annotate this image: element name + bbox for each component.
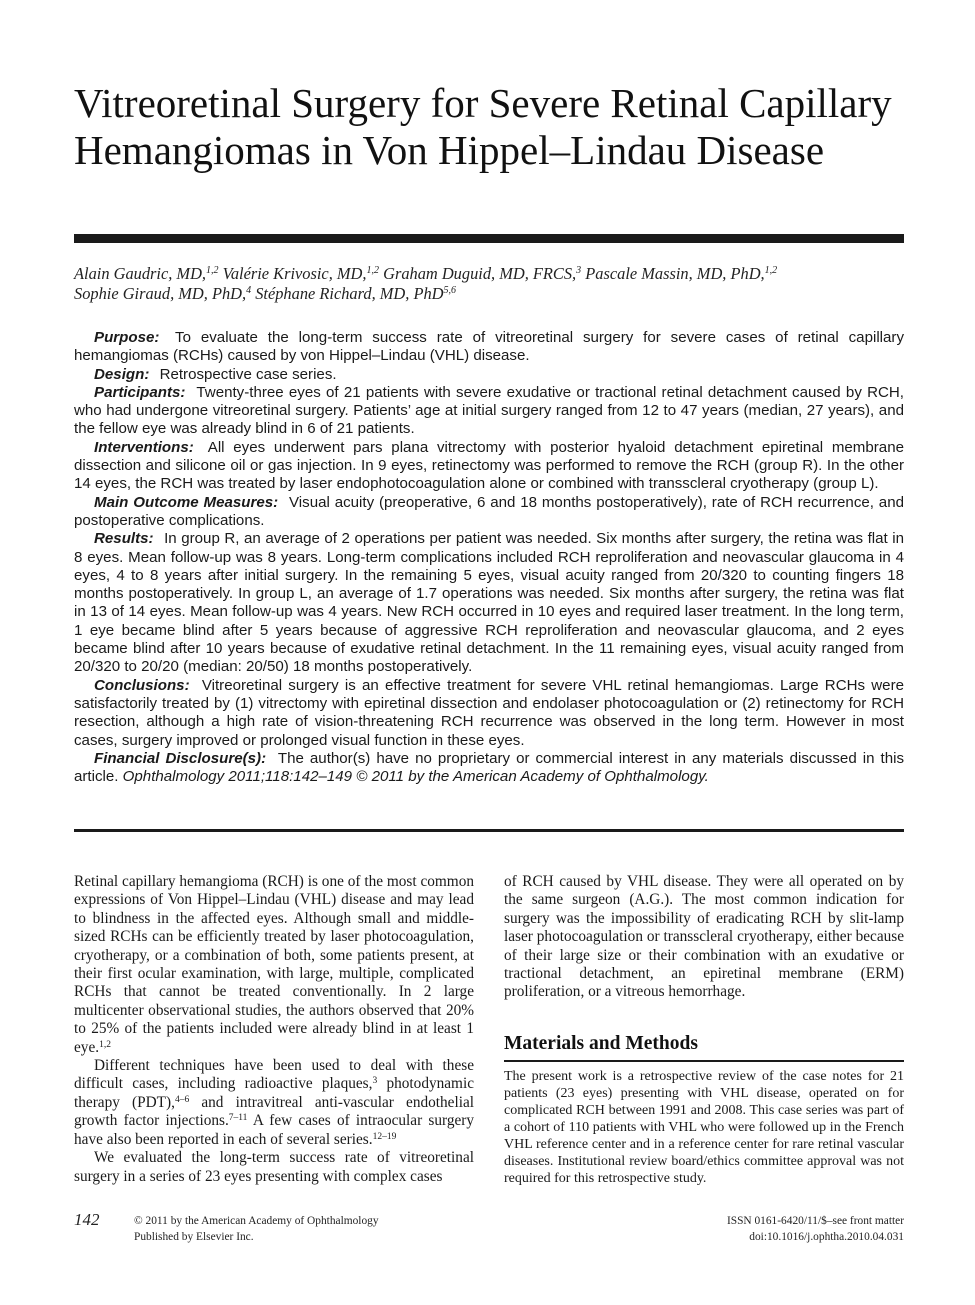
body-text: Retinal capillary hemangioma (RCH) is one of the most common expressions of Von Hippel–Lindau (VHL) disease and may lead to blindness in the affected eyes. Although small and middle-sized RCHs can be efficiently treated by laser photocoagulation, cryotherapy, or a combination of both, some patients present, at their first ocular examination, with large, multiple, complicated RCHs that cannot be treated conventionally. In 2 large multicenter observational studies, the authors observed that 20% to 25% of the patients included were already blind in at least 1 eye. <box>74 873 474 1056</box>
abstract-text: Twenty-three eyes of 21 patients with severe exudative or tractional retinal detachment caused by RCH, who had undergone vitreoretinal surgery. Patients’ age at initial surgery ranged from 12 to 47 years (median, 27 years), and the fellow eye was already blind in 6 of 21 patients. <box>74 383 904 438</box>
abstract-interventions <box>74 439 904 494</box>
section-rule <box>504 1060 904 1062</box>
abstract-text: Visual acuity (preoperative, 6 and 18 months postoperatively), rate of RCH recurrence, and postoperative complications. <box>74 493 904 529</box>
reference-marker: 12–19 <box>372 1131 397 1142</box>
section-heading-materials-methods: Materials and Methods <box>504 1033 698 1054</box>
abstract-label: Purpose: <box>94 329 160 346</box>
abstract-rule <box>74 829 904 832</box>
abstract-label: Main Outcome Measures: <box>94 493 279 511</box>
doi-line: doi:10.1016/j.ophtha.2010.04.031 <box>749 1231 904 1243</box>
abstract-label: Interventions: <box>94 438 194 456</box>
body-paragraph: The present work is a retrospective review of the case notes for 21 patients (23 eyes) presenting with VHL disease, operated on for complicated RCH between 1991 and 2008. This case series was part of a cohort of 110 patients with VHL who were followed up in the French VHL reference center and in a reference center for rare retinal vascular diseases. Institutional review board/ethics committee approval was not required for this retrospective study. <box>504 1069 904 1186</box>
article-title: Vitreoretinal Surgery for Severe Retinal Capillary Hemangiomas in Von Hippel–Lindau Disease <box>74 80 892 173</box>
body-column-left <box>74 873 474 1186</box>
body-paragraph <box>74 1057 474 1149</box>
copyright-line: © 2011 by the American Academy of Ophthalmology <box>134 1215 379 1227</box>
abstract-label: Design: <box>94 365 150 383</box>
abstract-label: Financial Disclosure(s): <box>94 749 267 767</box>
author-name: Graham Duguid, MD, FRCS, <box>383 264 577 283</box>
author-affiliation: 5,6 <box>443 285 457 296</box>
author-name: Alain Gaudric, MD, <box>74 264 207 283</box>
body-paragraph: of RCH caused by VHL disease. They were all operated on by the same surgeon (A.G.). The most common indication for surgery was the impossibility of eradicating RCH by slit-lamp laser photocoagulation or transscleral cryotherapy, either because of their large size or their combination with an exudative or tractional detachment, an epiretinal membrane (ERM) proliferation, or a vitreous hemorrhage. <box>504 873 904 1001</box>
body-text: Different techniques have been used to deal with these difficult cases, including radioactive plaques, <box>74 1057 474 1093</box>
abstract-text: The author(s) have no proprietary or commercial interest in any materials discussed in this article. <box>74 749 905 786</box>
body-paragraph <box>74 873 474 1057</box>
body-column-right <box>504 873 904 1002</box>
abstract-participants <box>74 384 904 439</box>
body-text: and intravitreal anti-vascular endothelial growth factor injections. <box>74 1093 474 1130</box>
body-paragraph: We evaluated the long-term success rate of vitreoretinal surgery in a series of 23 eyes presenting with complex cases <box>74 1149 474 1185</box>
author-name: Sophie Giraud, MD, PhD, <box>74 284 247 303</box>
footer-copyright <box>134 1213 379 1245</box>
abstract-label: Results: <box>94 530 154 548</box>
author-name: Pascale Massin, MD, PhD, <box>585 264 765 283</box>
author-name: Valérie Krivosic, MD, <box>222 264 367 283</box>
abstract-label: Conclusions: <box>94 676 190 694</box>
abstract-outcome-measures <box>74 494 904 531</box>
body-text: A few cases of intraocular surgery have also been reported in each of several series. <box>74 1112 475 1148</box>
materials-methods-text <box>504 1068 904 1187</box>
footer-identifiers <box>727 1213 904 1245</box>
issn-line: ISSN 0161-6420/11/$–see front matter <box>726 1215 904 1227</box>
reference-marker: 3 <box>372 1076 378 1087</box>
page-number: 142 <box>74 1210 100 1229</box>
abstract-text: Vitreoretinal surgery is an effective treatment for severe VHL retinal hemangiomas. Large RCHs were satisfactorily treated by (1) vitrectomy with epiretinal dissection and endolaser photocoagulation or (2) retinectomy for RCH resection, although a high rate of vision-threatening RCH recurrence was observed in the long term. However in most cases, surgery improved or prolonged visual function in these eyes. <box>74 676 904 749</box>
body-text: photodynamic therapy (PDT), <box>74 1075 474 1111</box>
abstract-purpose <box>74 329 904 366</box>
abstract-design <box>74 366 904 384</box>
abstract-text: In group R, an average of 2 operations per patient was needed. Six months after surgery, the retina was flat in 8 eyes. Mean follow-up was 8 years. Long-term complications included RCH reproliferation and neovascular glaucoma in 4 eyes, 4 to 8 years after initial surgery. In the remaining 5 eyes, visual acuity ranged from 20/320 to counting fingers 18 months postoperatively. In group L, an average of 1.7 operations was needed. Six months after surgery, the retina was flat in 13 of 14 eyes. Mean follow-up was 4 years. New RCH occurred in 10 eyes and required laser treatment. In the long term, 1 eye became blind after 5 years because of aggressive RCH reproliferation and neovascular glaucoma, and 2 eyes became blind after 10 years because of exudative retinal detachment. In the 11 remaining eyes, visual acuity ranged from 20/320 to 20/20 (median: 20/50) 18 months postoperatively. <box>74 530 904 676</box>
author-list <box>74 264 904 304</box>
abstract-text: All eyes underwent pars plana vitrectomy with posterior hyaloid detachment epiretinal membrane dissection and silicone oil or gas injection. In 9 eyes, retinectomy was performed to remove the RCH (group R). In the other 14 eyes, the RCH was treated by laser endophotocoagulation alone or combined with transscleral cryotherapy (group L). <box>74 438 904 493</box>
abstract-label: Participants: <box>94 383 186 401</box>
publisher-line: Published by Elsevier Inc. <box>134 1231 254 1243</box>
journal-citation: Ophthalmology 2011;118:142–149 © 2011 by the American Academy of Ophthalmology. <box>122 768 709 786</box>
author-affiliation: 1,2 <box>366 265 379 276</box>
title-rule <box>74 234 904 243</box>
abstract-conclusions <box>74 677 904 750</box>
author-affiliation: 1,2 <box>764 265 778 276</box>
abstract-text: Retrospective case series. <box>159 365 337 383</box>
abstract-financial-disclosure <box>74 750 904 787</box>
reference-marker: 1,2 <box>99 1039 111 1050</box>
author-affiliation: 3 <box>576 265 582 276</box>
author-name: Stéphane Richard, MD, PhD <box>255 284 444 303</box>
reference-marker: 4–6 <box>174 1094 190 1105</box>
reference-marker: 7–11 <box>228 1113 248 1124</box>
author-affiliation: 4 <box>246 285 252 296</box>
abstract-text: To evaluate the long-term success rate of vitreoretinal surgery for severe cases of retinal capillary hemangiomas (RCHs) caused by von Hippel–Lindau (VHL) disease. <box>74 329 904 365</box>
author-affiliation: 1,2 <box>206 265 219 276</box>
abstract-results <box>74 530 904 676</box>
abstract <box>74 329 904 786</box>
